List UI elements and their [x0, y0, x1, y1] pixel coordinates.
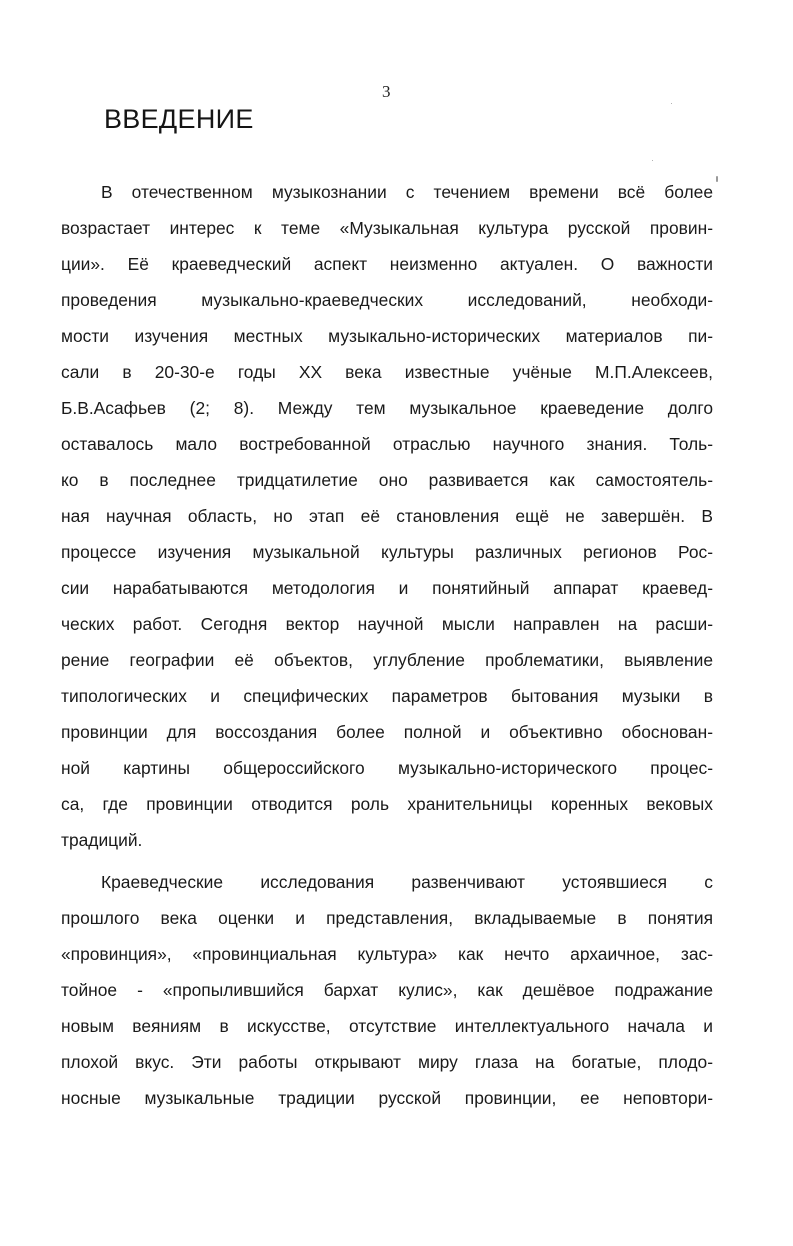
text-line: оставалось мало востребованной отраслью научного знания. Толь- [61, 434, 713, 454]
text-line: прошлого века оценки и представления, вкладываемые в понятия [61, 908, 713, 928]
text-line: типологических и специфических параметров бытования музыки в [61, 686, 713, 706]
text-line: процессе изучения музыкальной культуры различных регионов Рос- [61, 542, 713, 562]
text-line: традиций. [61, 830, 143, 850]
scan-speck [671, 103, 672, 104]
text-line: Б.В.Асафьев (2; 8). Между тем музыкальное краеведение долго [61, 398, 713, 418]
text-line: Краеведческие исследования развенчивают устоявшиеся с [101, 872, 713, 892]
text-line: «провинция», «провинциальная культура» как нечто архаичное, зас- [61, 944, 713, 964]
text-line: возрастает интерес к теме «Музыкальная культура русской провин- [61, 218, 713, 238]
text-line: плохой вкус. Эти работы открывают миру глаза на богатые, плодо- [61, 1052, 713, 1072]
text-line: носные музыкальные традиции русской провинции, ее неповтори- [61, 1088, 713, 1108]
text-line: сии нарабатываются методология и понятийный аппарат краевед- [61, 578, 713, 598]
text-line: ции». Её краеведческий аспект неизменно актуален. О важности [61, 254, 713, 274]
text-line: рение географии её объектов, углубление проблематики, выявление [61, 650, 713, 670]
text-line: новым веяниям в искусстве, отсутствие интеллектуального начала и [61, 1016, 713, 1036]
paragraph-2 [61, 864, 713, 1116]
text-line: ческих работ. Сегодня вектор научной мысли направлен на расши- [61, 614, 713, 634]
text-line: мости изучения местных музыкально-исторических материалов пи- [61, 326, 713, 346]
page-number: 3 [382, 82, 391, 101]
text-line: провинции для воссоздания более полной и объективно обоснован- [61, 722, 713, 742]
paragraph-1 [61, 174, 713, 858]
text-line: ной картины общероссийского музыкально-исторического процес- [61, 758, 713, 778]
text-line: сали в 20-30-е годы XX века известные учёные М.П.Алексеев, [61, 362, 713, 382]
text-line: проведения музыкально-краеведческих исследований, необходи- [61, 290, 713, 310]
text-line: ко в последнее тридцатилетие оно развивается как самостоятель- [61, 470, 713, 490]
body-text [61, 174, 713, 1116]
scan-speck [652, 160, 653, 161]
text-line: тойное - «пропылившийся бархат кулис», как дешёвое подражание [61, 980, 713, 1000]
scan-speck [716, 176, 718, 182]
page-title: ВВЕДЕНИЕ [104, 104, 254, 134]
text-line: В отечественном музыкознании с течением времени всё более [101, 182, 713, 202]
text-line: са, где провинции отводится роль хранительницы коренных вековых [61, 794, 713, 814]
text-line: ная научная область, но этап её становления ещё не завершён. В [61, 506, 713, 526]
